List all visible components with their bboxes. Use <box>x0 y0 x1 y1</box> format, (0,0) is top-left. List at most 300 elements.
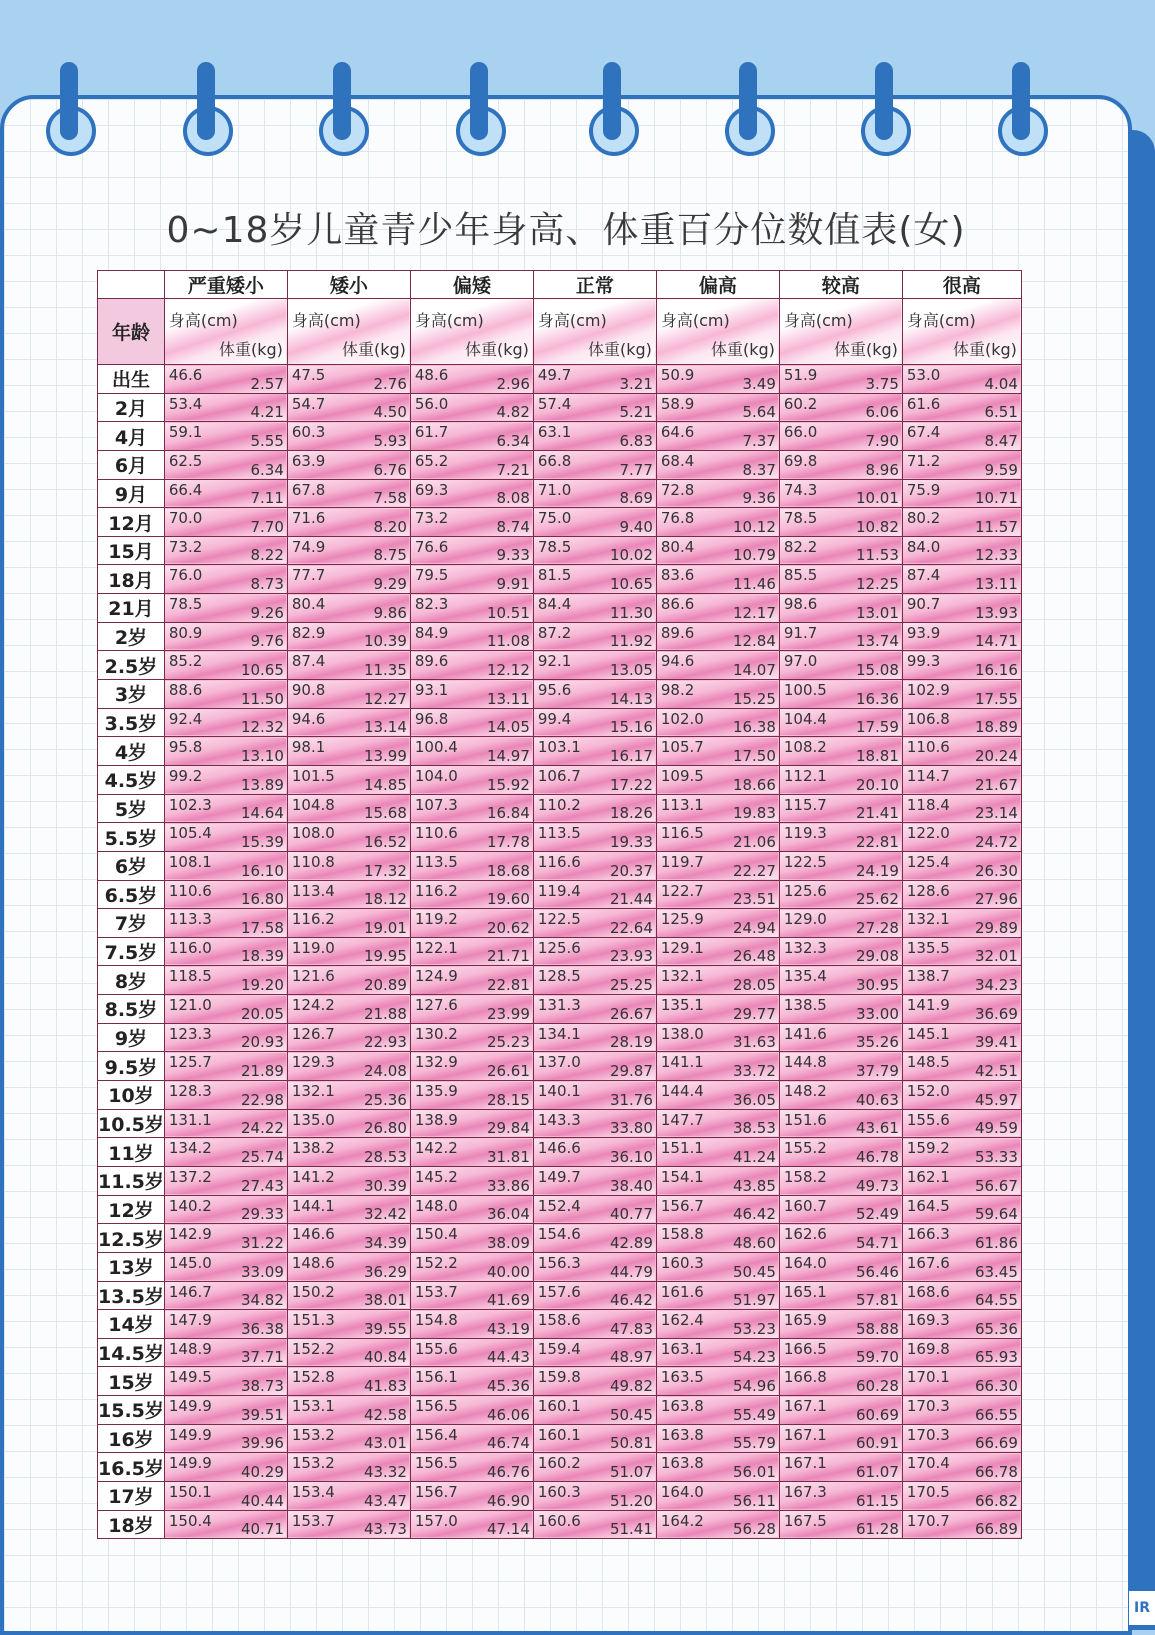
value-cell <box>533 880 656 909</box>
height-value: 93.1 <box>414 681 449 700</box>
value-cell <box>164 1367 287 1396</box>
binder-ring <box>722 62 774 162</box>
age-cell: 4岁 <box>98 737 165 766</box>
table-row <box>98 1367 1022 1396</box>
value-cell <box>287 365 410 394</box>
height-value: 140.2 <box>168 1196 212 1215</box>
value-cell <box>779 937 902 966</box>
height-value: 142.2 <box>414 1139 458 1158</box>
weight-value: 13.01 <box>855 603 899 622</box>
height-value: 82.9 <box>291 623 326 642</box>
height-value: 87.2 <box>537 623 572 642</box>
height-value: 110.6 <box>906 738 950 757</box>
height-value: 66.4 <box>168 480 203 499</box>
value-cell <box>779 995 902 1024</box>
height-value: 57.4 <box>537 394 572 413</box>
value-cell <box>164 450 287 479</box>
value-cell <box>533 594 656 623</box>
height-value: 130.2 <box>414 1024 458 1043</box>
value-cell <box>656 536 779 565</box>
value-cell <box>410 536 533 565</box>
height-value: 102.0 <box>660 709 704 728</box>
height-value: 89.6 <box>414 652 449 671</box>
value-cell <box>656 680 779 709</box>
weight-value: 34.39 <box>363 1233 407 1252</box>
height-value: 54.7 <box>291 394 326 413</box>
table-row <box>98 1166 1022 1195</box>
height-value: 104.4 <box>783 709 827 728</box>
height-value: 155.6 <box>414 1339 458 1358</box>
height-value: 86.6 <box>660 595 695 614</box>
value-cell <box>410 995 533 1024</box>
height-value: 150.2 <box>291 1282 335 1301</box>
weight-value: 15.68 <box>363 804 407 823</box>
weight-value: 23.99 <box>486 1004 530 1023</box>
weight-value: 39.41 <box>974 1033 1018 1052</box>
value-cell <box>164 823 287 852</box>
height-value: 60.3 <box>291 423 326 442</box>
value-cell <box>287 1252 410 1281</box>
unit-header <box>533 299 656 365</box>
weight-value: 19.83 <box>732 804 776 823</box>
table-row <box>98 622 1022 651</box>
value-cell <box>287 794 410 823</box>
value-cell <box>287 393 410 422</box>
value-cell <box>533 536 656 565</box>
height-value: 125.6 <box>537 938 581 957</box>
weight-value: 20.24 <box>974 746 1018 765</box>
value-cell <box>902 393 1021 422</box>
height-value: 80.9 <box>168 623 203 642</box>
height-value: 62.5 <box>168 451 203 470</box>
height-value: 129.3 <box>291 1053 335 1072</box>
weight-value: 8.74 <box>496 517 530 536</box>
height-value: 74.3 <box>783 480 818 499</box>
value-cell <box>779 1138 902 1167</box>
weight-value: 28.19 <box>609 1033 653 1052</box>
weight-value: 40.71 <box>240 1520 284 1539</box>
height-value: 152.2 <box>414 1253 458 1272</box>
value-cell <box>533 708 656 737</box>
weight-value: 37.71 <box>240 1348 284 1367</box>
height-value: 141.1 <box>660 1053 704 1072</box>
value-cell <box>410 765 533 794</box>
value-cell <box>902 851 1021 880</box>
weight-value: 14.64 <box>240 804 284 823</box>
weight-value: 7.90 <box>865 431 899 450</box>
height-value: 87.4 <box>906 566 941 585</box>
category-header: 严重矮小 <box>164 271 287 299</box>
category-header: 矮小 <box>287 271 410 299</box>
value-cell <box>164 1453 287 1482</box>
height-value: 96.8 <box>414 709 449 728</box>
height-value: 101.5 <box>291 766 335 785</box>
height-value: 156.3 <box>537 1253 581 1272</box>
height-unit-label: 身高(cm) <box>537 311 607 330</box>
weight-value: 45.97 <box>974 1090 1018 1109</box>
value-cell <box>287 909 410 938</box>
height-value: 138.5 <box>783 996 827 1015</box>
weight-value: 14.13 <box>609 689 653 708</box>
height-value: 135.1 <box>660 996 704 1015</box>
weight-value: 31.22 <box>240 1233 284 1252</box>
value-cell <box>656 909 779 938</box>
value-cell <box>164 536 287 565</box>
weight-value: 14.71 <box>974 632 1018 651</box>
height-value: 119.7 <box>660 852 704 871</box>
weight-value: 46.76 <box>486 1462 530 1481</box>
weight-value: 17.58 <box>240 918 284 937</box>
value-cell <box>902 823 1021 852</box>
value-cell <box>533 393 656 422</box>
value-cell <box>410 1453 533 1482</box>
value-cell <box>779 422 902 451</box>
height-value: 166.8 <box>783 1368 827 1387</box>
value-cell <box>287 1224 410 1253</box>
height-value: 119.3 <box>783 824 827 843</box>
height-value: 156.4 <box>414 1425 458 1444</box>
height-value: 162.4 <box>660 1311 704 1330</box>
height-value: 150.4 <box>168 1511 212 1530</box>
height-value: 132.9 <box>414 1053 458 1072</box>
value-cell <box>164 794 287 823</box>
height-value: 122.5 <box>783 852 827 871</box>
height-unit-label: 身高(cm) <box>783 311 853 330</box>
weight-value: 13.11 <box>486 689 530 708</box>
height-value: 135.9 <box>414 1082 458 1101</box>
value-cell <box>287 1424 410 1453</box>
weight-value: 43.61 <box>855 1119 899 1138</box>
weight-value: 60.69 <box>855 1405 899 1424</box>
value-cell <box>287 1510 410 1539</box>
weight-value: 44.79 <box>609 1262 653 1281</box>
height-value: 105.4 <box>168 824 212 843</box>
height-value: 148.6 <box>291 1253 335 1272</box>
weight-value: 10.65 <box>609 575 653 594</box>
weight-value: 16.38 <box>732 718 776 737</box>
height-value: 46.6 <box>168 366 203 384</box>
weight-value: 48.60 <box>732 1233 776 1252</box>
value-cell <box>287 966 410 995</box>
height-value: 97.0 <box>783 652 818 671</box>
value-cell <box>779 1338 902 1367</box>
weight-value: 19.60 <box>486 890 530 909</box>
value-cell <box>533 1195 656 1224</box>
value-cell <box>779 966 902 995</box>
weight-value: 33.86 <box>486 1176 530 1195</box>
weight-value: 14.85 <box>363 775 407 794</box>
value-cell <box>287 1367 410 1396</box>
value-cell <box>287 851 410 880</box>
weight-value: 17.55 <box>974 689 1018 708</box>
height-value: 122.1 <box>414 938 458 957</box>
height-value: 161.6 <box>660 1282 704 1301</box>
value-cell <box>656 765 779 794</box>
weight-value: 16.17 <box>609 746 653 765</box>
weight-value: 20.05 <box>240 1004 284 1023</box>
weight-value: 9.86 <box>373 603 407 622</box>
weight-value: 11.57 <box>974 517 1018 536</box>
value-cell <box>656 1138 779 1167</box>
weight-value: 40.63 <box>855 1090 899 1109</box>
value-cell <box>902 651 1021 680</box>
table-row <box>98 851 1022 880</box>
weight-value: 39.51 <box>240 1405 284 1424</box>
weight-value: 3.21 <box>619 374 653 393</box>
height-value: 66.0 <box>783 423 818 442</box>
weight-value: 38.73 <box>240 1377 284 1396</box>
weight-value: 43.47 <box>363 1491 407 1510</box>
height-value: 167.3 <box>783 1482 827 1501</box>
table-row <box>98 393 1022 422</box>
value-cell <box>779 508 902 537</box>
value-cell <box>164 422 287 451</box>
table-row <box>98 995 1022 1024</box>
height-value: 142.9 <box>168 1225 212 1244</box>
weight-value: 42.58 <box>363 1405 407 1424</box>
age-cell: 14.5岁 <box>98 1338 165 1367</box>
height-unit-label: 身高(cm) <box>168 311 238 330</box>
value-cell <box>410 1481 533 1510</box>
value-cell <box>164 909 287 938</box>
value-cell <box>533 1252 656 1281</box>
weight-value: 29.08 <box>855 947 899 966</box>
weight-value: 39.55 <box>363 1319 407 1338</box>
value-cell <box>164 680 287 709</box>
height-value: 69.8 <box>783 451 818 470</box>
category-header: 很高 <box>902 271 1021 299</box>
height-value: 137.2 <box>168 1167 212 1186</box>
age-cell: 8.5岁 <box>98 995 165 1024</box>
height-value: 76.6 <box>414 537 449 556</box>
value-cell <box>164 393 287 422</box>
height-value: 154.8 <box>414 1311 458 1330</box>
height-value: 82.3 <box>414 595 449 614</box>
unit-header <box>656 299 779 365</box>
value-cell <box>164 365 287 394</box>
height-value: 160.2 <box>537 1454 581 1473</box>
height-value: 80.2 <box>906 509 941 528</box>
value-cell <box>410 880 533 909</box>
height-value: 88.6 <box>168 681 203 700</box>
height-value: 83.6 <box>660 566 695 585</box>
height-value: 61.6 <box>906 394 941 413</box>
weight-value: 8.37 <box>742 460 776 479</box>
value-cell <box>410 1138 533 1167</box>
weight-value: 5.93 <box>373 431 407 450</box>
weight-value: 6.34 <box>250 460 284 479</box>
height-value: 128.3 <box>168 1082 212 1101</box>
weight-value: 12.25 <box>855 575 899 594</box>
weight-value: 14.97 <box>486 746 530 765</box>
height-value: 79.5 <box>414 566 449 585</box>
weight-value: 6.51 <box>984 403 1018 422</box>
height-value: 148.5 <box>906 1053 950 1072</box>
height-value: 162.1 <box>906 1167 950 1186</box>
weight-value: 46.42 <box>732 1205 776 1224</box>
value-cell <box>164 1510 287 1539</box>
weight-value: 21.41 <box>855 804 899 823</box>
height-value: 110.6 <box>168 881 212 900</box>
value-cell <box>164 1166 287 1195</box>
height-value: 48.6 <box>414 366 449 384</box>
weight-value: 32.42 <box>363 1205 407 1224</box>
value-cell <box>164 1224 287 1253</box>
age-cell: 12岁 <box>98 1195 165 1224</box>
value-cell <box>287 1453 410 1482</box>
height-value: 104.0 <box>414 766 458 785</box>
weight-value: 8.75 <box>373 546 407 565</box>
height-value: 152.2 <box>291 1339 335 1358</box>
value-cell <box>656 565 779 594</box>
value-cell <box>410 1081 533 1110</box>
value-cell <box>164 1195 287 1224</box>
weight-value: 11.35 <box>363 661 407 680</box>
weight-value: 16.16 <box>974 661 1018 680</box>
value-cell <box>902 909 1021 938</box>
weight-value: 12.84 <box>732 632 776 651</box>
value-cell <box>779 737 902 766</box>
value-cell <box>533 1224 656 1253</box>
weight-value: 12.27 <box>363 689 407 708</box>
value-cell <box>656 851 779 880</box>
age-cell: 6.5岁 <box>98 880 165 909</box>
height-value: 157.0 <box>414 1511 458 1530</box>
value-cell <box>164 851 287 880</box>
height-value: 164.2 <box>660 1511 704 1530</box>
age-cell: 3岁 <box>98 680 165 709</box>
value-cell <box>410 365 533 394</box>
value-cell <box>410 622 533 651</box>
height-value: 94.6 <box>660 652 695 671</box>
height-value: 158.2 <box>783 1167 827 1186</box>
weight-value: 6.76 <box>373 460 407 479</box>
weight-value: 16.36 <box>855 689 899 708</box>
weight-value: 18.66 <box>732 775 776 794</box>
weight-value: 51.20 <box>609 1491 653 1510</box>
height-value: 125.6 <box>783 881 827 900</box>
height-value: 66.8 <box>537 451 572 470</box>
height-value: 64.6 <box>660 423 695 442</box>
height-value: 91.7 <box>783 623 818 642</box>
value-cell <box>902 1453 1021 1482</box>
value-cell <box>656 937 779 966</box>
value-cell <box>164 1023 287 1052</box>
value-cell <box>164 995 287 1024</box>
weight-value: 38.53 <box>732 1119 776 1138</box>
value-cell <box>287 1281 410 1310</box>
height-value: 51.9 <box>783 366 818 384</box>
height-value: 84.0 <box>906 537 941 556</box>
weight-value: 13.89 <box>240 775 284 794</box>
value-cell <box>164 737 287 766</box>
table-row <box>98 1224 1022 1253</box>
weight-value: 23.14 <box>974 804 1018 823</box>
weight-value: 25.62 <box>855 890 899 909</box>
weight-value: 18.26 <box>609 804 653 823</box>
value-cell <box>410 794 533 823</box>
value-cell <box>410 393 533 422</box>
height-value: 67.4 <box>906 423 941 442</box>
table-row <box>98 1481 1022 1510</box>
table-row <box>98 422 1022 451</box>
weight-value: 46.74 <box>486 1434 530 1453</box>
height-value: 146.6 <box>537 1139 581 1158</box>
height-value: 95.6 <box>537 681 572 700</box>
age-cell: 16.5岁 <box>98 1453 165 1482</box>
value-cell <box>164 508 287 537</box>
value-cell <box>287 680 410 709</box>
height-value: 170.4 <box>906 1454 950 1473</box>
value-cell <box>287 1396 410 1425</box>
table-row <box>98 737 1022 766</box>
weight-value: 41.83 <box>363 1377 407 1396</box>
table-row <box>98 1023 1022 1052</box>
height-value: 87.4 <box>291 652 326 671</box>
height-value: 160.6 <box>537 1511 581 1530</box>
value-cell <box>902 737 1021 766</box>
value-cell <box>164 594 287 623</box>
value-cell <box>902 995 1021 1024</box>
height-value: 160.3 <box>537 1482 581 1501</box>
weight-value: 47.83 <box>609 1319 653 1338</box>
height-value: 76.8 <box>660 509 695 528</box>
height-value: 81.5 <box>537 566 572 585</box>
weight-value: 29.84 <box>486 1119 530 1138</box>
value-cell <box>779 1166 902 1195</box>
value-cell <box>902 1109 1021 1138</box>
category-header: 偏高 <box>656 271 779 299</box>
weight-value: 58.88 <box>855 1319 899 1338</box>
weight-value: 21.71 <box>486 947 530 966</box>
height-value: 135.0 <box>291 1110 335 1129</box>
weight-value: 5.55 <box>250 431 284 450</box>
height-value: 145.0 <box>168 1253 212 1272</box>
table-row <box>98 536 1022 565</box>
weight-value: 21.89 <box>240 1062 284 1081</box>
height-value: 80.4 <box>291 595 326 614</box>
table-row <box>98 450 1022 479</box>
unit-header <box>287 299 410 365</box>
weight-value: 10.79 <box>732 546 776 565</box>
weight-value: 13.11 <box>974 575 1018 594</box>
weight-value: 9.59 <box>984 460 1018 479</box>
value-cell <box>410 737 533 766</box>
value-cell <box>533 1453 656 1482</box>
value-cell <box>533 794 656 823</box>
age-cell: 15岁 <box>98 1367 165 1396</box>
header-corner <box>98 271 165 299</box>
age-cell: 16岁 <box>98 1424 165 1453</box>
weight-value: 36.69 <box>974 1004 1018 1023</box>
weight-value: 15.92 <box>486 775 530 794</box>
height-value: 147.7 <box>660 1110 704 1129</box>
value-cell <box>410 450 533 479</box>
height-value: 129.0 <box>783 910 827 929</box>
value-cell <box>656 1023 779 1052</box>
age-cell: 18岁 <box>98 1510 165 1539</box>
weight-value: 18.12 <box>363 890 407 909</box>
weight-value: 43.19 <box>486 1319 530 1338</box>
weight-value: 36.29 <box>363 1262 407 1281</box>
height-value: 100.4 <box>414 738 458 757</box>
height-value: 104.8 <box>291 795 335 814</box>
value-cell <box>410 422 533 451</box>
height-value: 158.6 <box>537 1311 581 1330</box>
weight-value: 29.89 <box>974 918 1018 937</box>
height-value: 166.5 <box>783 1339 827 1358</box>
weight-value: 2.96 <box>496 374 530 393</box>
